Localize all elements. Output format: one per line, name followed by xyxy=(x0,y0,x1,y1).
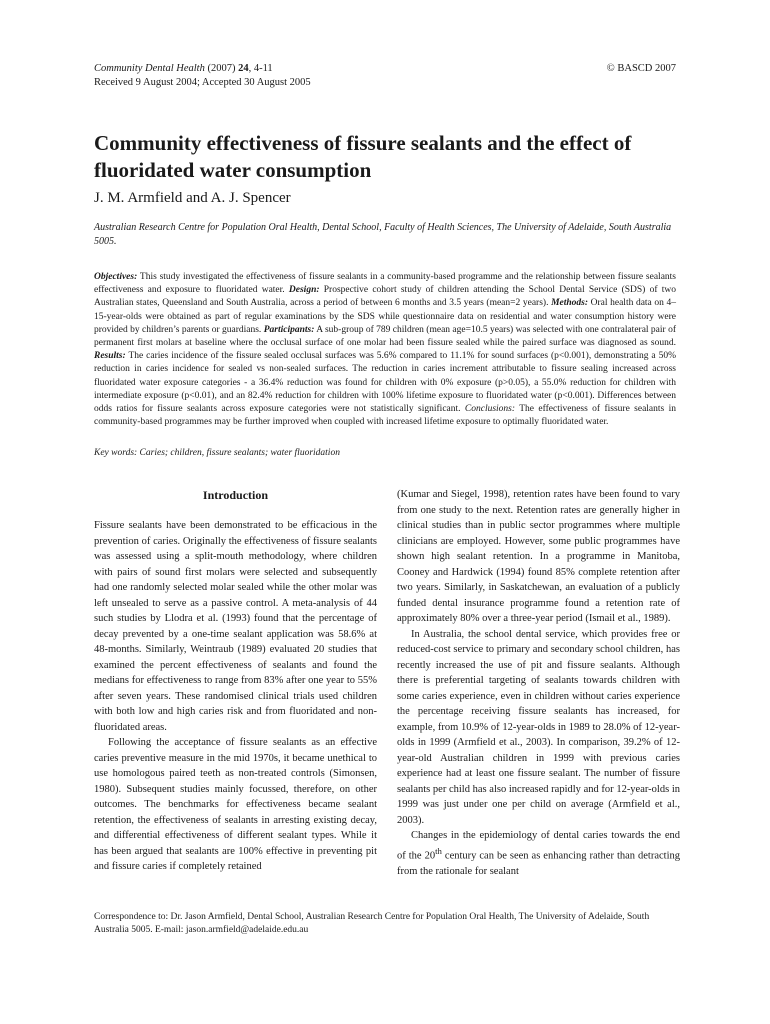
author-list: J. M. Armfield and A. J. Spencer xyxy=(94,190,291,206)
abstract-results: The caries incidence of the fissure sealed occlusal surfaces was 5.6% compared to 11.1% for sound surfaces (p<0.001), demonstrating a 50% reduction in caries incidence for sealed vs non-sealed surfaces. The reduction in caries increment attributable to fissure sealing increased across fluoridated water exposure categories - a 36.4% reduction was found for children with 0% exposure (p>0.05), a 55.0% reduction for children with intermediate exposure (p<0.01), and an 82.4% reduction for children with 100% lifetime exposure to fluoridated water (p<0.001). Differences between odds ratios for fissure sealants across exposure categories were not statistically significant. xyxy=(94,351,676,415)
body-paragraph xyxy=(397,828,680,879)
abstract-objectives: This study investigated the effectiveness of fissure sealants in a community-based programme and the relationship between fissure sealants effectiveness and exposure to fluoridated water. xyxy=(94,272,676,296)
citation-block xyxy=(94,62,311,90)
volume-number: 24 xyxy=(238,63,249,74)
body-paragraph: (Kumar and Siegel, 1998), retention rates have been found to vary from one study to the next. Retention rates are generally higher in clinical studies than in public sector programmes where multiple clinicians are employed. However, some public programmes have shown high sealant retention. In a programme in Manitoba, Cooney and Hardwick (1994) found 85% complete retention after two years. Similarly, in Saskatchewan, an evaluation of a publicly funded dental insurance programme found a retention rate of approximately 80% over a three-year period (Ismail et al., 1989). xyxy=(397,489,680,624)
body-paragraph: Fissure sealants have been demonstrated to be efficacious in the prevention of caries. Originally the effectiveness of fissure sealants was assessed using a split-mouth methodology, where children with pairs of sound first molars were selected and subsequently had one randomly selected molar sealed while the other molar was left unsealed to serve as a passive control. A meta-analysis of 44 such studies by Llodra et al. (1993) found that the percentage of decay prevented by a one-time sealant application was 58.6% at 48-months. Similarly, Weintraub (1989) evaluated 20 studies that examined the percent effectiveness of sealants and found the medians for effectiveness to range from 83% after one year to 55% after seven years. These randomised clinical trials used children with both low and high caries risk and from fluoridated and non-fluoridated areas. xyxy=(94,520,377,733)
abstract-participants: A sub-group of 789 children (mean age=10.5 years) was selected with one contralateral pair of permanent first molars at baseline where the occlusal surface of one molar had been fissure sealed while the paired surface was diagnosed as sound. xyxy=(94,324,677,349)
abstract-design-label: Design: xyxy=(288,285,320,296)
keywords: Key words: Caries; children, fissure sealants; water fluoridation xyxy=(94,448,340,458)
body-column-left xyxy=(94,487,377,875)
abstract-participants-label: Participants: xyxy=(263,324,315,335)
body-column-right xyxy=(397,487,680,879)
abstract-methods-label: Methods: xyxy=(551,298,589,309)
ordinal-superscript: th xyxy=(435,845,442,856)
journal-name: Community Dental Health xyxy=(94,63,205,74)
abstract xyxy=(94,271,676,429)
journal-citation xyxy=(94,62,311,76)
citation-year: (2007) xyxy=(207,63,239,74)
copyright-notice: © BASCD 2007 xyxy=(606,63,676,74)
body-text: century can be seen as enhancing rather than detracting from the rationale for sealant xyxy=(397,850,681,877)
abstract-objectives-label: Objectives: xyxy=(94,272,138,282)
body-paragraph: Following the acceptance of fissure sealants as an effective caries preventive measure in the mid 1970s, it became unethical to use homologous paired teeth as non-treated controls (Simonsen, 1980). Subsequent studies mainly focussed, therefore, on other outcomes. The benchmarks for effectiveness became sealant retention, the effectiveness of sealants in arresting existing decay, and differential effectiveness of different sealant types. While it has been argued that sealants are 100% effective in preventing pit and fissure caries if completely retained xyxy=(94,737,377,872)
section-heading-introduction: Introduction xyxy=(202,488,269,502)
article-title: Community effectiveness of fissure sealants and the effect of fluoridated water consumption xyxy=(94,131,632,182)
abstract-results-label: Results: xyxy=(94,351,126,362)
abstract-conclusions-label: Conclusions: xyxy=(464,404,516,415)
received-dates: Received 9 August 2004; Accepted 30 August 2005 xyxy=(94,77,311,88)
abstract-conclusions: The effectiveness of fissure sealants in community-based programmes may be further improved when coupled with increased lifetime exposure to optimally fluoridated water. xyxy=(94,404,676,428)
citation-pages: , 4-11 xyxy=(248,63,273,74)
correspondence-footnote: Correspondence to: Dr. Jason Armfield, Dental School, Australian Research Centre for Population Oral Health, The University of Adelaide, South Australia 5005. E-mail: jason.armfield@adelaide.edu.au xyxy=(94,912,650,935)
author-affiliation: Australian Research Centre for Population Oral Health, Dental School, Faculty of Health Sciences, The University of Adelaide, South Australia 5005. xyxy=(94,222,672,247)
abstract-methods: Oral health data on 4–15-year-olds were obtained as part of regular examinations by the SDS while questionnaire data on residential and water consumption history were provided by children’s parents or guardians. xyxy=(94,298,676,335)
body-text: Changes in the epidemiology of dental caries towards the end of the 20 xyxy=(397,830,680,861)
abstract-design: Prospective cohort study of children attending the School Dental Service (SDS) of two Australian states, Queensland and South Australia, across a period of between 6 months and 3.5 years (mean=2 years). xyxy=(94,285,676,309)
body-paragraph: In Australia, the school dental service, which provides free or reduced-cost service to primary and secondary school children, has recently increased the use of pit and fissure sealants. Although there is preferential targeting of sealants towards children with some caries experience, even in children without caries experience the percentage receiving fissure sealants has increased, for example, from 10.9% of 12-year-olds in 1989 to 28.0% of 12-year-olds in 1999 (Armfield et al., 2003). In comparison, 39.2% of 12-year-old Australian children in 1999 with previous caries experience had at least one fissure sealant. The number of fissure sealants per child has also increased rapidly and for 12-year-olds in 1999 was just under one per child on average (Armfield et al., 2003). xyxy=(397,628,680,826)
